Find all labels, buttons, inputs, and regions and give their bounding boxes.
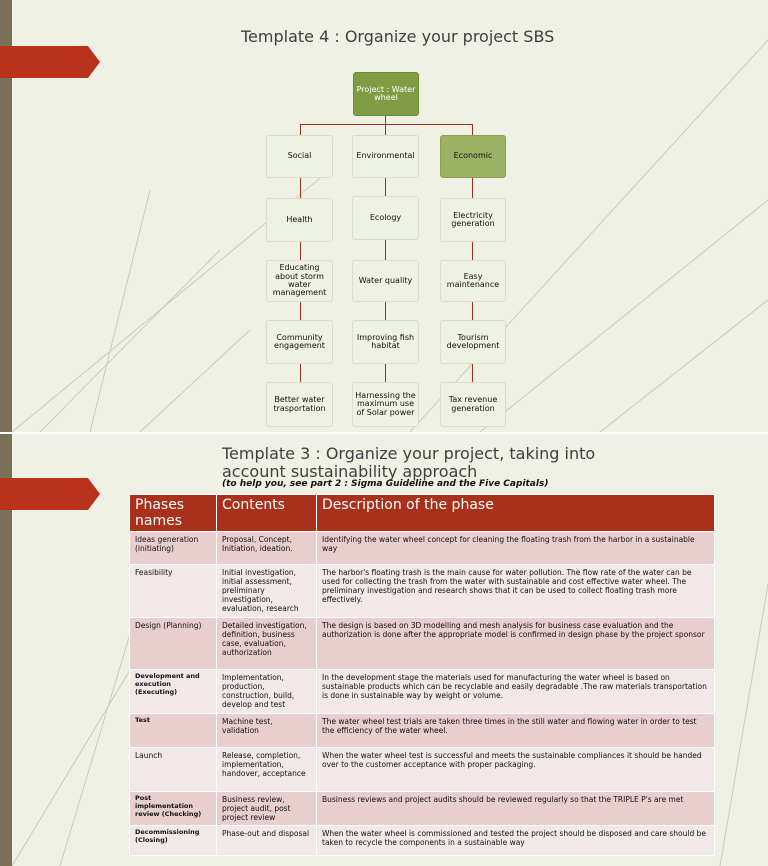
phases-table [129, 494, 715, 856]
phase-cell: Launch [130, 748, 217, 792]
node-item: Electricity generation [440, 198, 506, 242]
connector [300, 124, 473, 125]
connector [472, 302, 473, 320]
node-item: Health [266, 198, 333, 242]
table-row [130, 670, 715, 714]
node-item: Ecology [352, 196, 419, 240]
contents-cell: Initial investigation, initial assessment, preliminary investigation, evaluation, research [217, 565, 317, 618]
node-item: Harnessing the maximum use of Solar power [352, 382, 419, 427]
phase-cell: Development and execution (Executing) [130, 670, 217, 714]
header-contents: Contents [217, 495, 317, 532]
connector [385, 364, 386, 382]
table-row [130, 792, 715, 826]
table-row [130, 565, 715, 618]
connector [385, 240, 386, 260]
connector [472, 242, 473, 260]
table-row [130, 714, 715, 748]
contents-cell: Proposal, Concept, Initiation, ideation. [217, 532, 317, 565]
phase-cell: Feasibility [130, 565, 217, 618]
connector [472, 124, 473, 135]
node-root: Project : Water wheel [353, 72, 419, 116]
phase-cell: Decommissioning (Closing) [130, 826, 217, 856]
header-description: Description of the phase [317, 495, 715, 532]
slide-subtitle: (to help you, see part 2 : Sigma Guideline and the Five Capitals) [222, 479, 549, 489]
phase-cell: Ideas generation (initiating) [130, 532, 217, 565]
connector [472, 178, 473, 198]
description-cell: When the water wheel test is successful and meets the sustainable compliances it should be handed over to the customer acceptance with proper packaging. [317, 748, 715, 792]
connector [385, 124, 386, 135]
description-cell: The water wheel test trials are taken three times in the still water and flowing water in order to test the efficiency of the water wheel. [317, 714, 715, 748]
contents-cell: Detailed investigation, definition, business case, evaluation, authorization [217, 618, 317, 670]
table-row [130, 532, 715, 565]
contents-cell: Implementation, production, construction, build, develop and test [217, 670, 317, 714]
description-cell: When the water wheel is commissioned and tested the project should be disposed and care should be taken to recycle the components in a sustainable way [317, 826, 715, 856]
table-row [130, 618, 715, 670]
table-header-row [130, 495, 715, 532]
table-row [130, 826, 715, 856]
description-cell: In the development stage the materials used for manufacturing the water wheel is based on sustainable products which can be recyclable and easily degradable .The raw materials transportation is done in sustainable way by weight or volume. [317, 670, 715, 714]
slide-title: Template 4 : Organize your project SBS [241, 27, 555, 46]
phase-cell: Test [130, 714, 217, 748]
node-economic: Economic [440, 135, 506, 178]
contents-cell: Release, completion, implementation, handover, acceptance [217, 748, 317, 792]
connector [300, 124, 301, 135]
phase-cell: Design (Planning) [130, 618, 217, 670]
node-item: Tourism development [440, 320, 506, 364]
connector [300, 242, 301, 260]
node-item: Better water trasportation [266, 382, 333, 427]
connector [472, 364, 473, 382]
accent-arrow [0, 478, 100, 510]
header-phases: Phases names [130, 495, 217, 532]
node-social: Social [266, 135, 333, 178]
node-environmental: Environmental [352, 135, 419, 178]
contents-cell: Phase-out and disposal [217, 826, 317, 856]
node-item: Water quality [352, 260, 419, 302]
description-cell: Identifying the water wheel concept for cleaning the floating trash from the harbor in a sustainable way [317, 532, 715, 565]
description-cell: Business reviews and project audits should be reviewed regularly so that the TRIPLE P's are met [317, 792, 715, 826]
accent-arrow [0, 46, 100, 78]
node-item: Improving fish habitat [352, 320, 419, 364]
connector [385, 302, 386, 320]
contents-cell: Machine test, validation [217, 714, 317, 748]
node-item: Educating about storm water management [266, 260, 333, 302]
node-item: Community engagement [266, 320, 333, 364]
connector [385, 178, 386, 198]
node-item: Tax revenue generation [440, 382, 506, 427]
connector [300, 302, 301, 320]
connector [300, 364, 301, 382]
slide-sbs [0, 0, 768, 432]
connector [300, 178, 301, 198]
phase-cell: Post implementation review (Checking) [130, 792, 217, 826]
table-row [130, 748, 715, 792]
contents-cell: Business review, project audit, post project review [217, 792, 317, 826]
slide-title: Template 3 : Organize your project, taking into account sustainability approach [222, 444, 596, 481]
description-cell: The design is based on 3D modelling and mesh analysis for business case evaluation and the authorization is done after the appropriate model is confirmed in design phase by the project sponsor [317, 618, 715, 670]
description-cell: The harbor's floating trash is the main cause for water pollution. The flow rate of the water can be used for collecting the trash from the water with sustainable and cost effective water wheel. The preliminary investigation and research shows that it can be used to collect floating trash more effectively. [317, 565, 715, 618]
node-item: Easy maintenance [440, 260, 506, 302]
